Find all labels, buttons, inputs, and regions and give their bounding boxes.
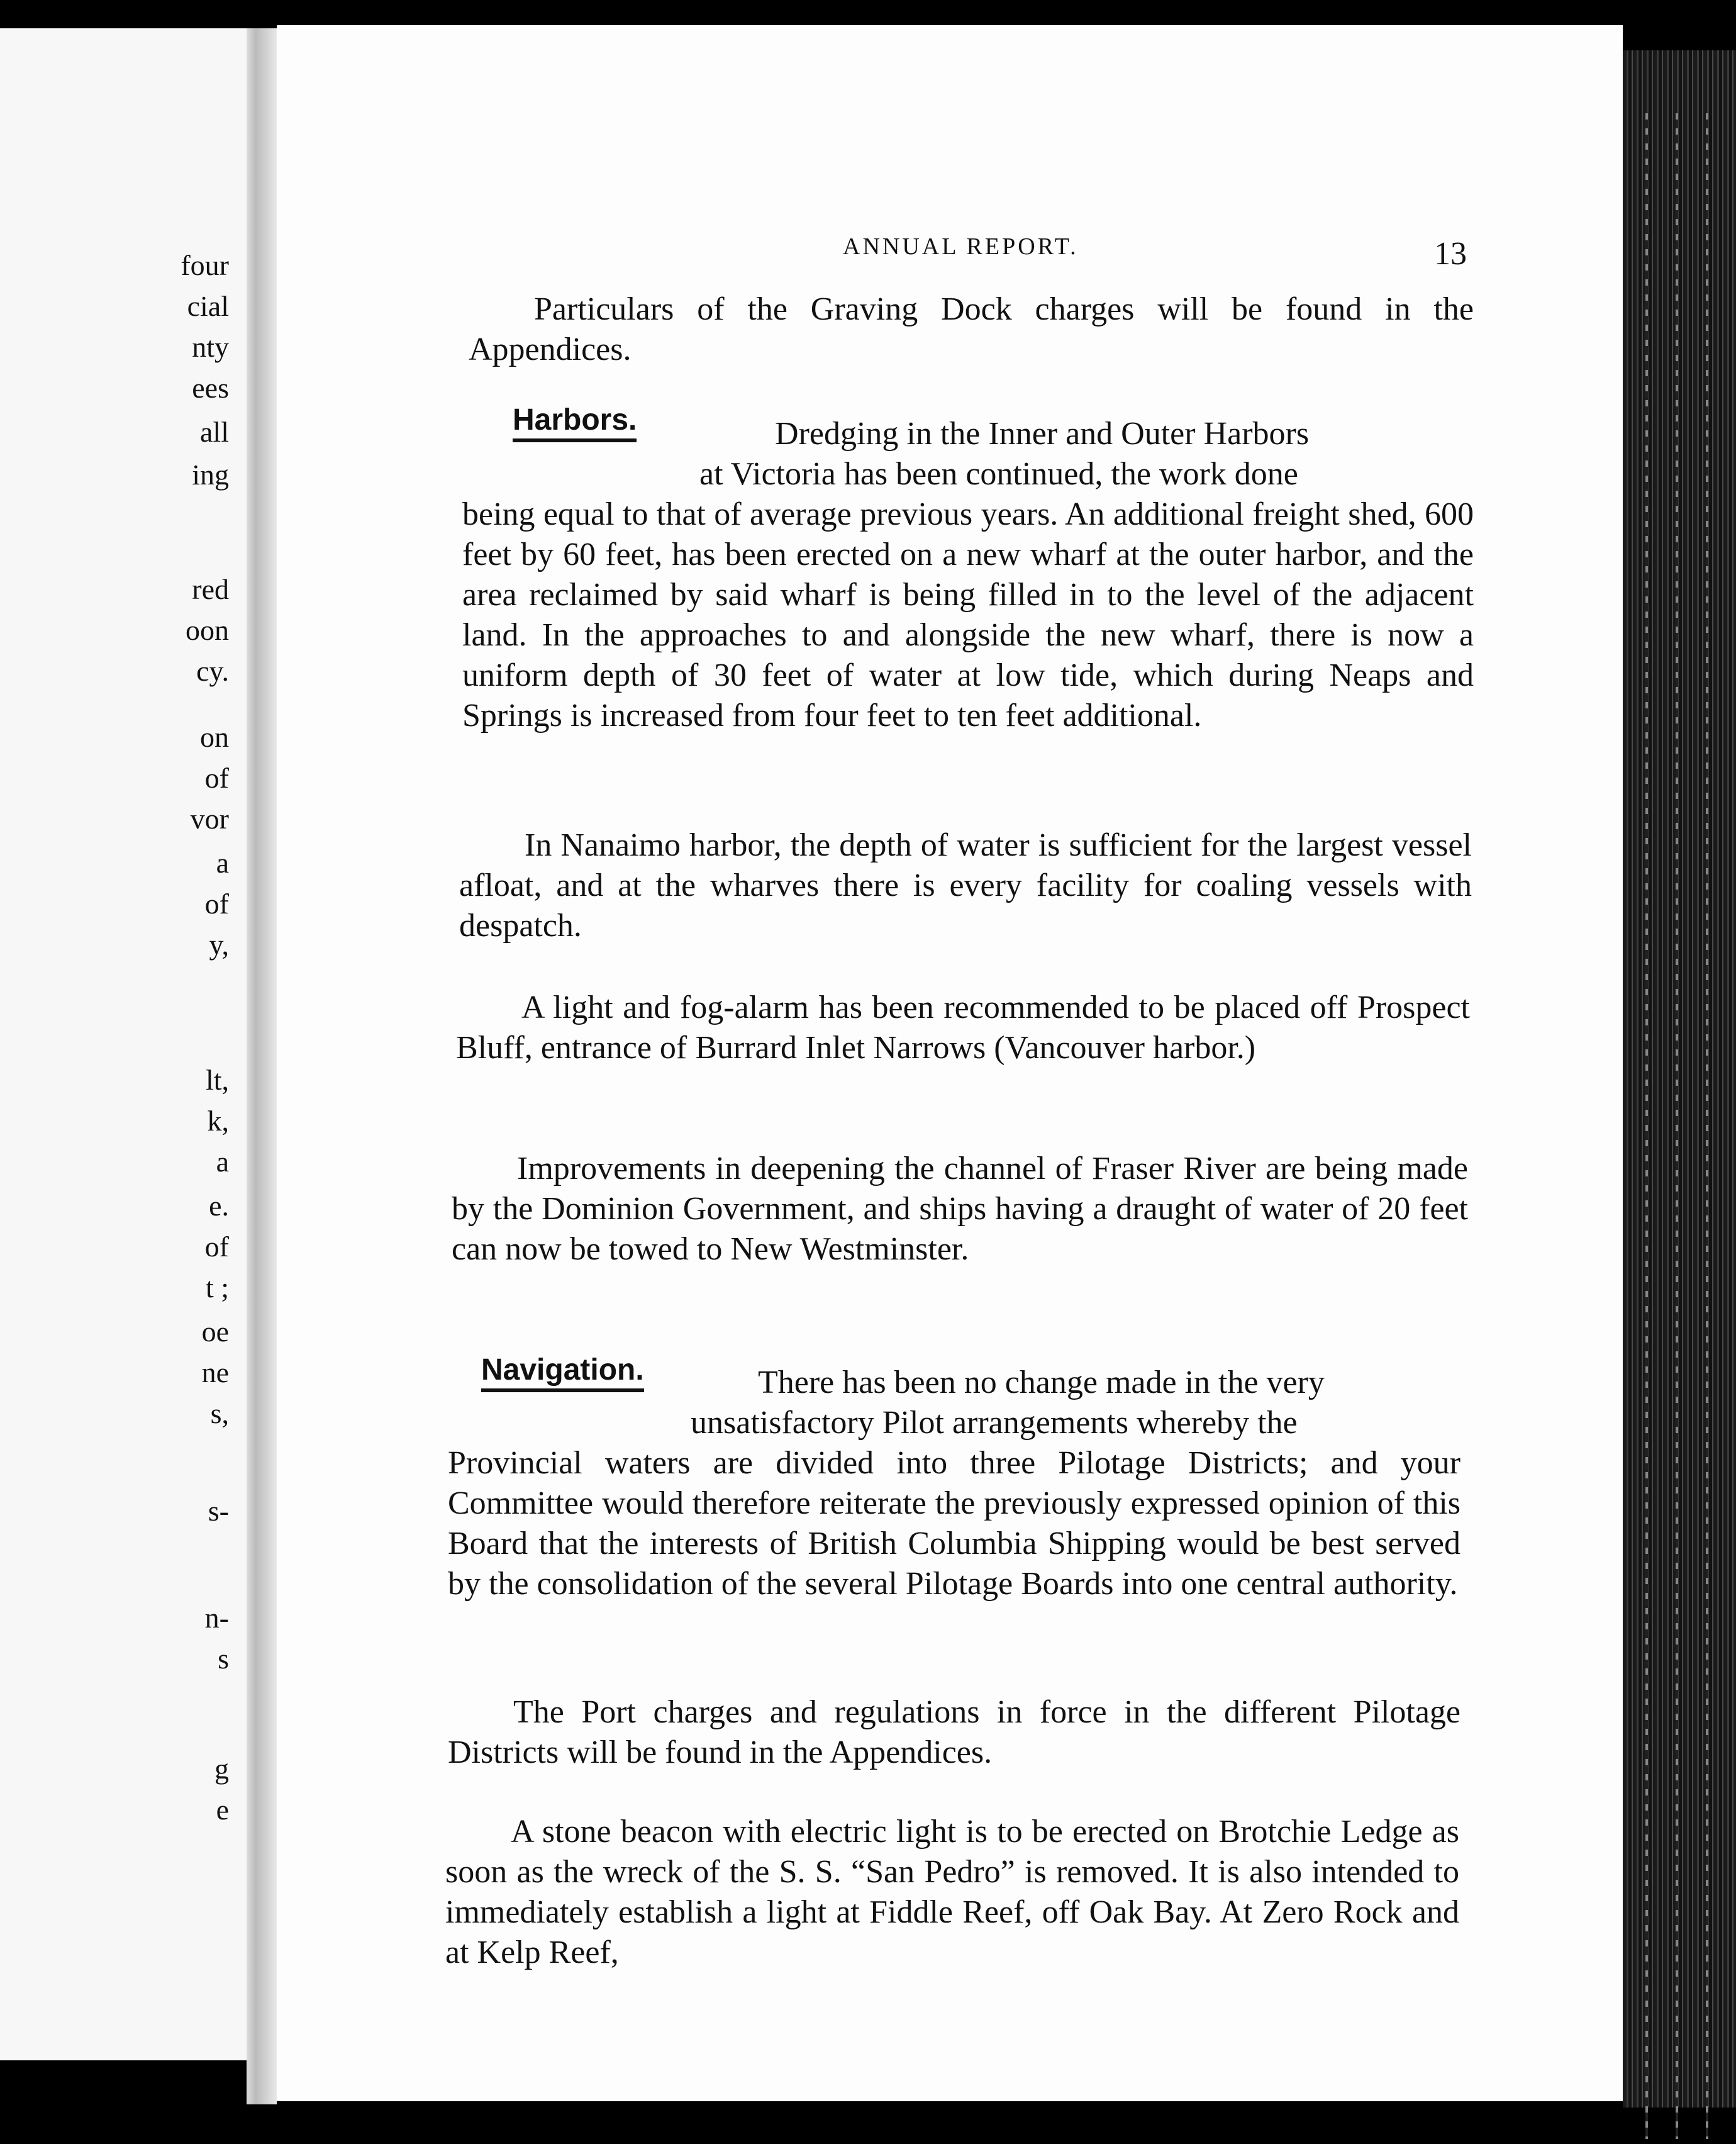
navigation-line-2: unsatisfactory Pilot arrangements whereby the <box>691 1405 1298 1441</box>
facing-page-fragment: e <box>216 1794 229 1826</box>
facing-page-fragment: nty <box>192 331 229 363</box>
facing-page-fragment: of <box>204 762 229 794</box>
facing-page-fragment: all <box>200 416 229 448</box>
facing-page-fragment: s <box>218 1643 229 1675</box>
harbors-line-1: Dredging in the Inner and Outer Harbors <box>775 416 1310 452</box>
facing-page-fragment: lt, <box>205 1064 229 1096</box>
harbors-line-2: at Victoria has been continued, the work done <box>699 456 1298 492</box>
paragraph-fraser-river: Improvements in deepening the channel of Fraser River are being made by the Dominion Government, and ships having a draught of water of 20 feet can now be towed to New Westminster. <box>452 1151 1468 1267</box>
facing-page-fragment: four <box>181 249 229 281</box>
facing-page-fragment: e. <box>209 1190 229 1222</box>
edge-line <box>1645 113 1648 2139</box>
gutter-shadow <box>247 28 277 2104</box>
facing-page-fragment: ne <box>201 1356 229 1388</box>
paragraph-navigation: Provincial waters are divided into three Pilotage Districts; and your Committee would therefore reiterate the previously expressed opinion of this Board that the interests of British Columbia Shipping would be best served by the consolidation of the several Pilotage Boards into one central authority. <box>448 1445 1461 1602</box>
edge-line <box>1676 113 1678 2139</box>
facing-page-fragment: vor <box>190 803 229 835</box>
facing-page-fragment: k, <box>207 1105 229 1137</box>
paragraph-harbors: being equal to that of average previous years. An additional freight shed, 600 feet by 60 feet, has been erected on a new wharf at the outer harbor, and the area reclaimed by said wharf is being filled in to the level of the adjacent land. In the approaches to and alongside the new wharf, there is now a uniform depth of 30 feet of water at low tide, which during Neaps and Springs is increased from four feet to ten feet additional. <box>462 496 1474 734</box>
facing-page-fragment: oe <box>201 1315 229 1348</box>
facing-page-fragment: cy. <box>196 655 229 687</box>
paragraph-fog-alarm: A light and fog-alarm has been recommended to be placed off Prospect Bluff, entrance of Burrard Inlet Narrows (Vancouver harbor.) <box>456 990 1470 1066</box>
facing-page-fragment: y, <box>209 929 229 961</box>
paragraph-nanaimo: In Nanaimo harbor, the depth of water is sufficient for the largest vessel afloat, and at the wharves there is every facility for coaling vessels with despatch. <box>459 827 1472 944</box>
facing-page-fragment: of <box>204 1231 229 1263</box>
paragraph-stone-beacon: A stone beacon with electric light is to be erected on Brotchie Ledge as soon as the wreck of the S. S. “San Pedro” is removed. It is also intended to immediately establish a light at Fiddle Reef, off Oak Bay. At Zero Rock and at Kelp Reef, <box>445 1814 1459 1970</box>
facing-page-fragment: n- <box>204 1602 229 1634</box>
facing-page-fragment: ees <box>192 372 229 404</box>
facing-page-fragment: a <box>216 1146 229 1178</box>
facing-page-fragment: a <box>216 847 229 879</box>
edge-line <box>1706 113 1708 2139</box>
facing-page-fragment: red <box>192 573 229 605</box>
paragraph-graving-dock: Particulars of the Graving Dock charges will be found in the Appendices. <box>469 291 1474 367</box>
facing-page-fragment: s, <box>210 1397 229 1429</box>
facing-page <box>0 28 249 2060</box>
page-number: 13 <box>1434 236 1467 272</box>
paragraph-port-charges: The Port charges and regulations in force in the different Pilotage Districts will be found in the Appendices. <box>448 1694 1461 1770</box>
book-page-edges <box>1623 50 1736 2108</box>
facing-page-fragment: ing <box>192 459 229 491</box>
facing-page-fragment: oon <box>186 614 229 646</box>
navigation-line-1: There has been no change made in the very <box>758 1365 1325 1400</box>
facing-page-fragment: t ; <box>205 1271 229 1304</box>
facing-page-fragment: on <box>200 721 229 753</box>
running-head: ANNUAL REPORT. <box>843 233 1079 260</box>
harbors-heading: Harbors. <box>513 403 637 442</box>
facing-page-fragment: s- <box>208 1495 229 1527</box>
facing-page-fragment: g <box>214 1753 229 1785</box>
facing-page-fragment: cial <box>187 290 229 322</box>
facing-page-fragment: of <box>204 888 229 920</box>
navigation-heading: Navigation. <box>481 1353 644 1392</box>
